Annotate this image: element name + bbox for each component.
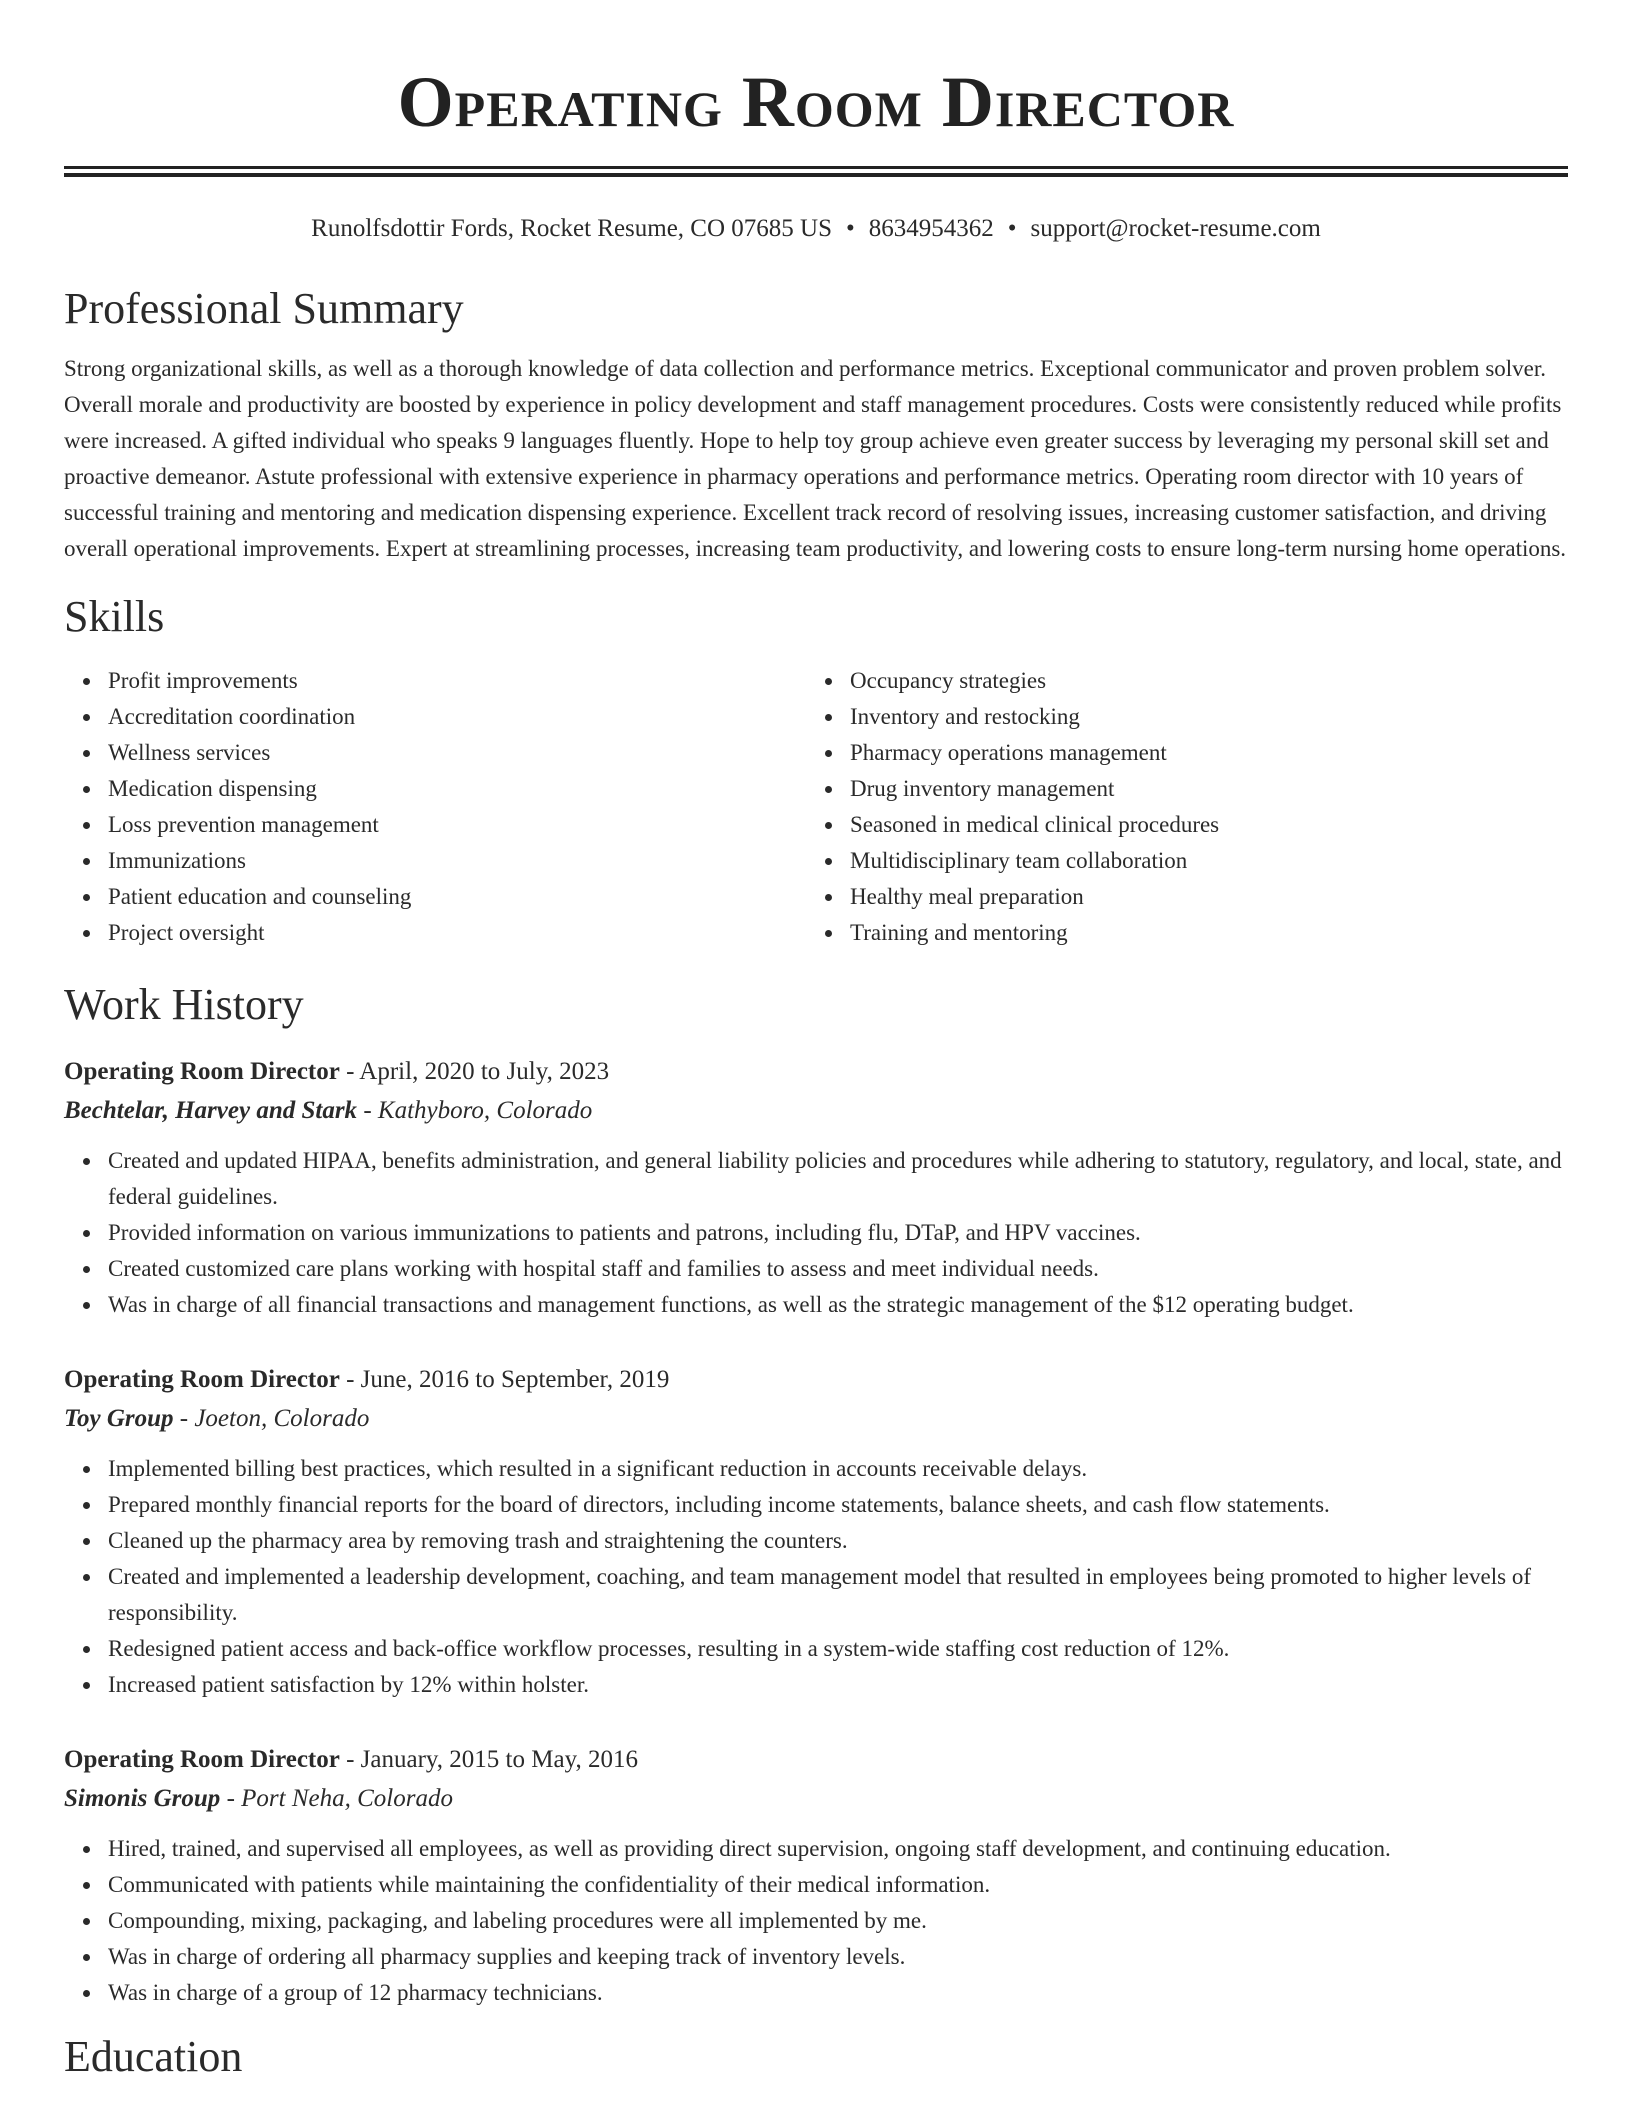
job-title: Operating Room Director [64, 1058, 340, 1085]
job-duty: Was in charge of all financial transactions and management functions, as well as the strategic management of the $12 operating budget. [108, 1287, 1568, 1323]
job-entry [64, 1361, 1568, 1703]
work-history-heading: Work History [64, 980, 304, 1029]
contact-phone: 8634954362 [868, 215, 994, 242]
job-duty: Compounding, mixing, packaging, and labeling procedures were all implemented by me. [108, 1903, 1568, 1939]
skill-item: Inventory and restocking [850, 699, 1548, 735]
skill-item: Loss prevention management [108, 807, 806, 843]
skill-item: Project oversight [108, 915, 806, 951]
job-entry [64, 1053, 1568, 1323]
job-duty: Was in charge of ordering all pharmacy supplies and keeping track of inventory levels. [108, 1939, 1568, 1975]
contact-address: Runolfsdottir Fords, Rocket Resume, CO 07685 US [311, 215, 832, 242]
job-duty: Provided information on various immunizations to patients and patrons, including flu, DTaP, and HPV vaccines. [108, 1215, 1568, 1251]
job-location: - Port Neha, Colorado [220, 1785, 453, 1812]
job-header [64, 1361, 1568, 1399]
resume-page [64, 0, 1568, 2083]
job-employer [64, 1779, 1568, 1819]
skill-item: Healthy meal preparation [850, 879, 1548, 915]
job-company: Simonis Group [64, 1785, 221, 1812]
summary-text: Strong organizational skills, as well as a thorough knowledge of data collection and performance metrics. Exceptional communicator and proven problem solver. Overall morale and productivity are boosted by experience in policy development and staff management procedures. Costs were consistently reduced while profits were increased. A gifted individual who speaks 9 languages fluently. Hope to help toy group achieve even greater success by leveraging my personal skill set and proactive demeanor. Astute professional with extensive experience in pharmacy operations and performance metrics. Operating room director with 10 years of successful training and mentoring and medication dispensing experience. Excellent track record of resolving issues, increasing customer satisfaction, and driving overall operational improvements. Expert at streamlining processes, increasing team productivity, and lowering costs to ensure long-term nursing home operations. [64, 356, 1567, 561]
skill-item: Patient education and counseling [108, 879, 806, 915]
job-header [64, 1741, 1568, 1779]
skill-item: Pharmacy operations management [850, 735, 1548, 771]
job-dates: - January, 2015 to May, 2016 [339, 1746, 638, 1773]
job-duty: Hired, trained, and supervised all employees, as well as providing direct supervision, ongoing staff development, and continuing education. [108, 1831, 1568, 1867]
job-title: Operating Room Director [64, 1746, 340, 1773]
job-dates: - June, 2016 to September, 2019 [339, 1366, 670, 1393]
job-employer [64, 1399, 1568, 1439]
job-title: Operating Room Director [64, 1366, 340, 1393]
job-duty: Increased patient satisfaction by 12% within holster. [108, 1667, 1568, 1703]
skill-item: Seasoned in medical clinical procedures [850, 807, 1548, 843]
resume-title: Operating Room Director [397, 62, 1235, 142]
skills-list-right [806, 663, 1548, 951]
skill-item: Profit improvements [108, 663, 806, 699]
job-duty: Cleaned up the pharmacy area by removing trash and straightening the counters. [108, 1523, 1568, 1559]
job-location: - Joeton, Colorado [173, 1405, 370, 1432]
job-duty: Created and updated HIPAA, benefits administration, and general liability policies and procedures while adhering to statutory, regulatory, and local, state, and federal guidelines. [108, 1143, 1568, 1215]
job-location: - Kathyboro, Colorado [357, 1097, 593, 1124]
education-section [64, 2031, 1568, 2083]
job-header [64, 1053, 1568, 1091]
summary-section [64, 283, 1568, 567]
skills-section [64, 591, 1568, 951]
job-dates: - April, 2020 to July, 2023 [339, 1058, 610, 1085]
education-heading: Education [64, 2032, 243, 2081]
skill-item: Immunizations [108, 843, 806, 879]
summary-heading: Professional Summary [64, 284, 464, 333]
job-duty: Created customized care plans working with hospital staff and families to assess and meet individual needs. [108, 1251, 1568, 1287]
skill-item: Accreditation coordination [108, 699, 806, 735]
job-duty: Was in charge of a group of 12 pharmacy technicians. [108, 1975, 1568, 2011]
job-duty: Implemented billing best practices, which resulted in a significant reduction in accounts receivable delays. [108, 1451, 1568, 1487]
title-divider [64, 166, 1568, 177]
job-company: Toy Group [64, 1405, 174, 1432]
job-duties [64, 1143, 1568, 1323]
job-duties [64, 1831, 1568, 2011]
skill-item: Occupancy strategies [850, 663, 1548, 699]
skill-item: Multidisciplinary team collaboration [850, 843, 1548, 879]
job-duty: Created and implemented a leadership development, coaching, and team management model that resulted in employees being promoted to higher levels of responsibility. [108, 1559, 1568, 1631]
job-duty: Prepared monthly financial reports for the board of directors, including income statements, balance sheets, and cash flow statements. [108, 1487, 1568, 1523]
skills-list-left [64, 663, 806, 951]
job-duties [64, 1451, 1568, 1703]
contact-line [64, 213, 1568, 245]
job-company: Bechtelar, Harvey and Stark [64, 1097, 358, 1124]
job-entry [64, 1741, 1568, 2011]
skill-item: Medication dispensing [108, 771, 806, 807]
job-duty: Redesigned patient access and back-office workflow processes, resulting in a system-wide staffing cost reduction of 12%. [108, 1631, 1568, 1667]
skills-heading: Skills [64, 592, 165, 641]
skills-columns [64, 663, 1568, 951]
job-employer [64, 1091, 1568, 1131]
skill-item: Drug inventory management [850, 771, 1548, 807]
job-duty: Communicated with patients while maintaining the confidentiality of their medical information. [108, 1867, 1568, 1903]
contact-email[interactable]: support@rocket-resume.com [1030, 215, 1321, 242]
work-history-section [64, 979, 1568, 2011]
skill-item: Training and mentoring [850, 915, 1548, 951]
contact-separator: • [846, 215, 855, 242]
skill-item: Wellness services [108, 735, 806, 771]
contact-separator: • [1007, 215, 1017, 242]
